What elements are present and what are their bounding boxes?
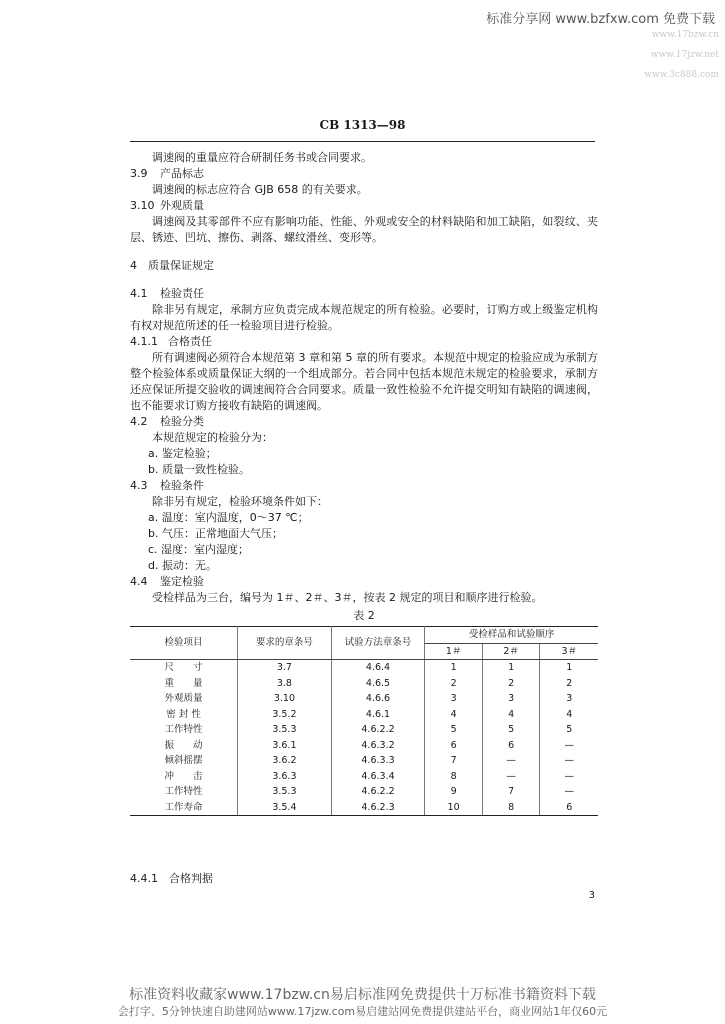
section-3-9-text: 调速阀的标志应符合 GJB 658 的有关要求。 [152,183,368,196]
table-cell: 4.6.3.4 [331,769,425,785]
watermark-bottom-1: 标准资料收藏家www.17bzw.cn易启标准网免费提供十万标准书籍资料下载 [129,987,596,1003]
col-header-sample-1: 1＃ [425,643,483,660]
table-cell: 密 封 性 [130,707,238,723]
table-cell: 3 [425,691,483,707]
table-cell: — [564,786,574,797]
table-cell: 2 [566,677,573,689]
table-cell: 工作特性 [130,722,238,738]
table-cell: 4.6.2.2 [331,722,425,738]
col-header-sample-2: 2＃ [482,643,540,660]
table-row [130,738,598,754]
table-cell: 4.6.2.3 [331,800,425,816]
table-cell: 冲 击 [130,769,238,785]
table-row [130,676,598,692]
table-cell: 3.8 [238,676,332,692]
table-cell: 3 [482,691,540,707]
table-cell: — [564,770,574,782]
table-row [130,769,598,785]
table-cell: 4.6.6 [331,691,425,707]
table-cell: 1 [425,660,483,676]
watermark-top: 标准分享网 www.bzfxw.com 免费下载 [486,12,715,27]
table-cell: 4.6.3.2 [331,738,425,754]
watermark-faint-3: www.3c888.com [644,70,719,80]
table-cell: 外观质量 [130,691,238,707]
table-row [130,691,598,707]
table-cell: 6 [425,738,483,754]
col-header-requirement: 要求的章条号 [238,627,332,660]
table-row [130,800,598,816]
table-cell: 3.6.3 [238,769,332,785]
table-cell: 6 [540,800,598,816]
section-4-4-1-heading: 4.4.1 合格判据 [130,872,213,885]
list-item: d. 振动：无。 [148,559,217,572]
table-cell: 5 [425,722,483,738]
col-header-item: 检验项目 [130,627,238,660]
table-cell: — [564,755,574,766]
list-item: a. 鉴定检验； [148,447,217,460]
table-cell: 4.6.5 [331,676,425,692]
table-cell: 2 [425,676,483,692]
list-item: a. 温度：室内温度，0～37 ℃； [148,511,309,524]
table-cell: 5 [566,724,573,735]
watermark-faint-1: www.17bzw.cn [651,30,719,40]
page-number: 3 [588,890,595,901]
header-rule [130,141,595,142]
table-cell: 1 [482,660,540,676]
table-cell: 3.5.4 [238,800,332,816]
table-cell: 重 量 [130,676,238,692]
col-header-samples: 受检样品和试验顺序 [425,627,598,644]
table-cell: 4.6.3.3 [331,753,425,769]
table-cell: 4.6.2.2 [331,784,425,800]
table-cell: 4.6.4 [331,660,425,676]
section-4-3-intro: 除非另有规定，检验环境条件如下： [152,495,328,508]
col-header-method: 试验方法章条号 [331,627,425,660]
table-cell: 振 动 [130,738,238,754]
inspection-table [130,626,598,816]
table-cell: 3.7 [238,660,332,676]
section-3-10-text: 调速阀及其零部件不应有影响功能、性能、外观或安全的材料缺陷和加工缺陷，如裂纹、夹层、锈迹、凹坑、擦伤、剥落、螺纹滑丝、变形等。 [130,215,598,244]
section-4-heading: 4 质量保证规定 [130,259,214,272]
table-cell: 4.6.1 [331,707,425,723]
table-cell: 2 [482,676,540,692]
table-cell: 10 [425,800,483,816]
watermark-faint-2: www.17jzw.net [650,50,719,60]
section-3-9-heading: 3.9 产品标志 [130,167,204,180]
list-item: b. 质量一致性检验。 [148,463,250,476]
table-cell: 倾斜摇摆 [130,753,238,769]
section-3-10-heading: 3.10 外观质量 [130,199,204,212]
section-4-3-heading: 4.3 检验条件 [130,479,204,492]
table-cell: 3.5.3 [238,784,332,800]
table-cell: 工作特性 [130,784,238,800]
table-cell: — [482,753,540,769]
table-cell: — [482,769,540,785]
table-cell: 9 [425,784,483,800]
table-cell: 3.5.2 [238,707,332,723]
table-cell: 5 [482,722,540,738]
standard-code-header: CB 1313—98 [319,118,406,132]
table-cell: 7 [425,753,483,769]
table-cell: — [564,739,574,751]
section-4-4-heading: 4.4 鉴定检验 [130,575,204,588]
table-cell: 4 [566,708,573,720]
table-cell: 尺 寸 [130,660,238,676]
section-4-1-text: 除非另有规定，承制方应负责完成本规范规定的所有检验。必要时，订购方或上级鉴定机构有权对规范所述的任一检验项目进行检验。 [130,303,598,332]
section-4-1-1-text: 所有调速阀必须符合本规范第 3 章和第 5 章的所有要求。本规范中规定的检验应成为承制方整个检验体系或质量保证大纲的一个组成部分。若合同中包括本规范未规定的检验要求，承制方还应保证所提交验收的调速阀符合合同要求。质量一致性检验不允许提交明知有缺陷的调速阀，也不能要求订购方接收有缺陷的调速阀。 [130,351,598,412]
table-row [130,707,598,723]
table-cell: 4 [425,707,483,723]
section-4-1-1-heading: 4.1.1 合格责任 [130,335,212,348]
table-cell: 4 [482,707,540,723]
section-4-2-intro: 本规范规定的检验分为： [152,431,273,444]
table-row [130,753,598,769]
col-header-sample-3: 3＃ [540,643,598,660]
list-item: c. 湿度：室内湿度； [148,543,250,556]
section-4-4-text: 受检样品为三台，编号为 1＃、2＃、3＃，按表 2 规定的项目和顺序进行检验。 [152,591,543,604]
table-cell: 8 [482,800,540,816]
table-cell: 3.6.2 [238,753,332,769]
document-body [130,150,598,816]
table-cell: 3.10 [238,691,332,707]
table-cell: 3 [566,693,573,704]
table-cell: 7 [482,784,540,800]
table-row [130,722,598,738]
table-cell: 1 [566,662,573,673]
paragraph-weight: 调速阀的重量应符合研制任务书或合同要求。 [152,151,372,164]
table-cell: 3.5.3 [238,722,332,738]
table-cell: 3.6.1 [238,738,332,754]
table-cell: 8 [425,769,483,785]
section-4-2-heading: 4.2 检验分类 [130,415,204,428]
section-4-1-heading: 4.1 检验责任 [130,287,204,300]
table-cell: 6 [482,738,540,754]
table-cell: 工作寿命 [130,800,238,816]
table-row [130,660,598,676]
table-caption: 表 2 [353,609,375,622]
table-row [130,784,598,800]
watermark-bottom-2: 会打字、5分钟快速自助建网站www.17jzw.com易启建站网免费提供建站平台，商业网站1年仅60元 [117,1005,608,1018]
list-item: b. 气压：正常地面大气压； [148,527,283,540]
